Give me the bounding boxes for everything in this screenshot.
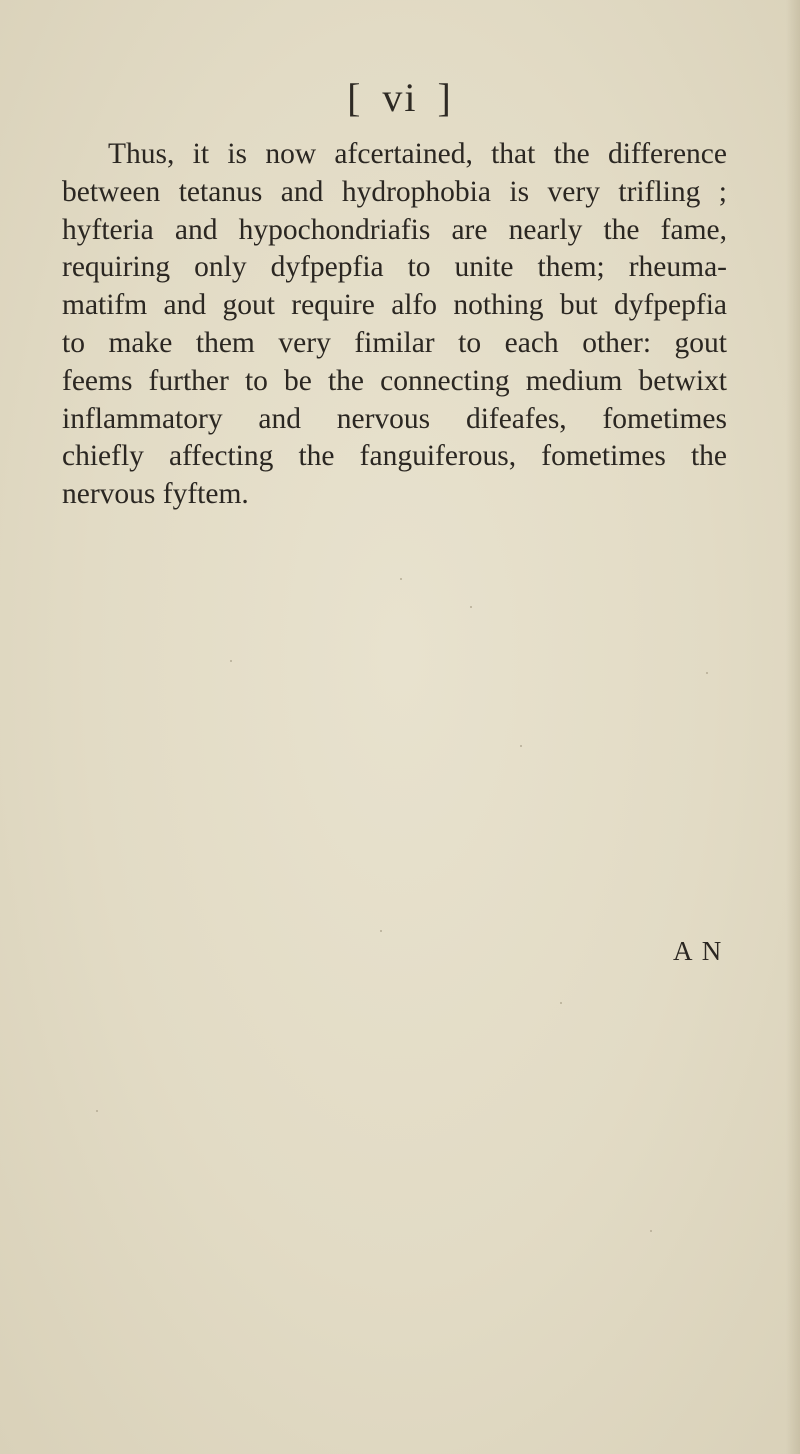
- paper-speck: [380, 930, 382, 932]
- page-edge-shadow: [786, 0, 800, 1454]
- paper-speck: [520, 745, 522, 747]
- paper-speck: [470, 606, 472, 608]
- paper-speck: [560, 1002, 562, 1004]
- paper-speck: [706, 672, 708, 674]
- paragraph: [62, 136, 727, 514]
- paper-speck: [96, 1110, 98, 1112]
- paragraph-line: nervous fyftem.: [62, 478, 249, 511]
- paragraph-line: between tetanus and hydrophobia is very trifling ;: [62, 175, 727, 208]
- page-number: [ vi ]: [347, 75, 453, 120]
- paragraph-line: Thus, it is now afcertained, that the difference: [108, 138, 727, 170]
- paragraph-line: matifm and gout require alfo nothing but dyfpepfia: [62, 289, 727, 322]
- catchword: A N: [673, 936, 724, 966]
- paper-speck: [230, 660, 232, 662]
- paragraph-line: inflammatory and nervous difeafes, fometimes: [62, 402, 727, 435]
- paper-speck: [650, 1230, 652, 1232]
- paragraph-line: to make them very fimilar to each other: gout: [62, 326, 727, 359]
- paragraph-line: feems further to be the connecting medium betwixt: [62, 364, 727, 397]
- paragraph-line: requiring only dyfpepfia to unite them; rheuma-: [62, 251, 727, 284]
- paper-speck: [400, 578, 402, 580]
- paragraph-line: chiefly affecting the fanguiferous, fometimes the: [62, 440, 727, 473]
- paragraph-line: hyfteria and hypochondriafis are nearly the fame,: [62, 213, 727, 246]
